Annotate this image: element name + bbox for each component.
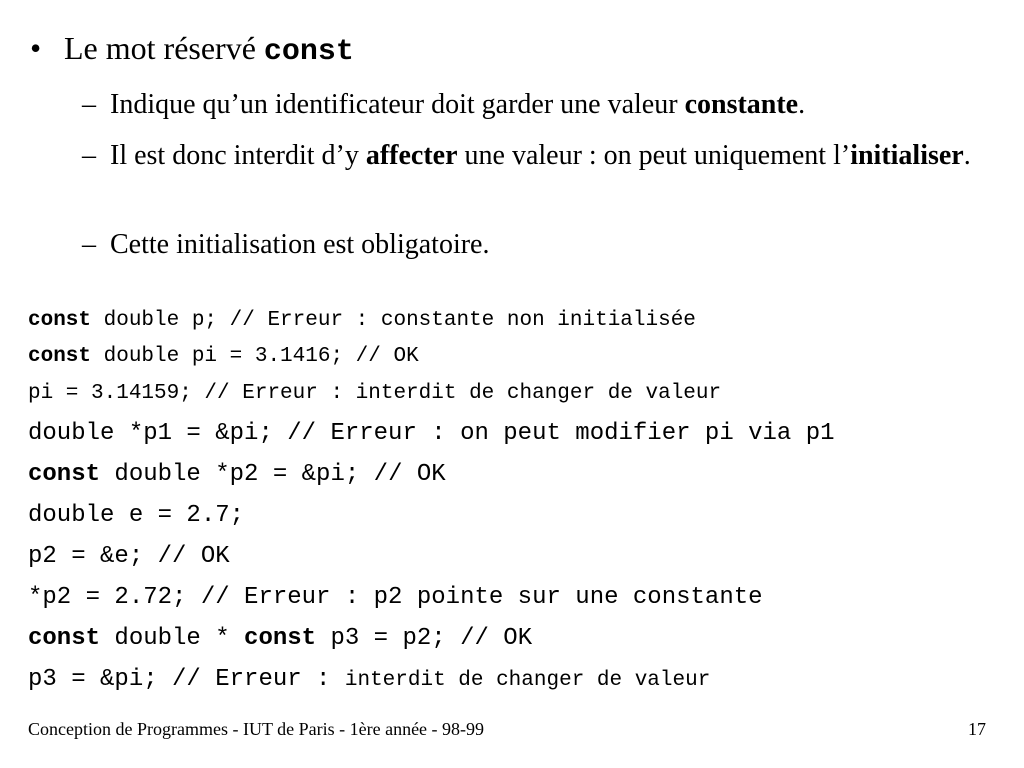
code-text: p2 = &e; // OK (28, 543, 230, 570)
main-bullet-text: Le mot réservé (64, 30, 264, 66)
subpoint-text: une valeur : on peut uniquement l’ (457, 140, 851, 171)
subpoint-1 (82, 86, 990, 124)
code-line (28, 461, 446, 488)
dash-icon: – (82, 229, 96, 260)
dash-icon: – (82, 140, 96, 171)
code-line (28, 625, 532, 652)
code-text: p3 = p2; // OK (316, 625, 533, 652)
code-line (28, 502, 244, 529)
subpoint-3 (82, 226, 990, 264)
footer-course: Conception de Programmes - IUT de Paris - 1ère année - 98-99 (28, 719, 485, 739)
code-text: *p2 = 2.72; // Erreur : p2 pointe sur une constante (28, 584, 763, 611)
code-keyword: const (244, 625, 317, 652)
subpoint-text: Cette initialisation est obligatoire. (110, 229, 490, 260)
subpoint-bold: initialiser (850, 140, 964, 171)
page-number: 17 (968, 719, 986, 739)
bullet-icon: • (30, 30, 42, 66)
main-bullet (30, 28, 354, 72)
code-line (28, 382, 721, 405)
code-text: double *p1 = &pi; // Erreur : on peut modifier pi via p1 (28, 420, 835, 447)
code-text: double e = 2.7; (28, 502, 245, 529)
code-line (28, 420, 835, 447)
code-text: double * (100, 625, 245, 652)
main-bullet-keyword: const (263, 35, 354, 69)
code-line (28, 584, 763, 611)
subpoint-bold: affecter (365, 140, 458, 171)
code-line (28, 543, 230, 570)
code-keyword: const (28, 345, 92, 368)
subpoint-text: . (963, 140, 971, 171)
code-text: p3 = &pi; // Erreur : (28, 666, 345, 693)
subpoint-bold: constante (684, 89, 799, 120)
code-keyword: const (28, 309, 92, 332)
code-text: interdit de changer de valeur (344, 669, 711, 692)
dash-icon: – (82, 89, 96, 120)
code-line (28, 345, 419, 368)
subpoint-text: Indique qu’un identificateur doit garder une valeur (110, 89, 685, 120)
code-line (28, 309, 696, 332)
code-keyword: const (28, 461, 101, 488)
code-line (28, 666, 710, 693)
subpoint-2 (82, 137, 990, 175)
subpoint-text: Il est donc interdit d’y (110, 140, 366, 171)
code-keyword: const (28, 625, 101, 652)
code-text: double p; // Erreur : constante non initialisée (91, 309, 696, 332)
code-text: pi = 3.14159; // Erreur : interdit de changer de valeur (28, 382, 722, 405)
code-text: double pi = 3.1416; // OK (91, 345, 419, 368)
subpoint-text: . (798, 89, 806, 120)
code-text: double *p2 = &pi; // OK (100, 461, 446, 488)
